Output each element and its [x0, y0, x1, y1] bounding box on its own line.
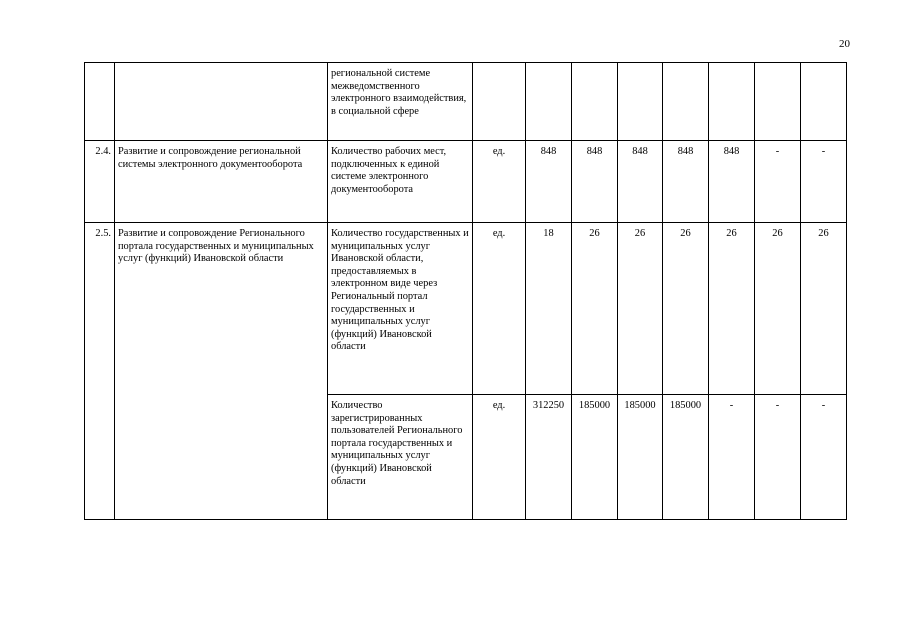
value-cell [709, 63, 755, 141]
value-cell [663, 63, 709, 141]
indicator-name: региональной системе межведомственного электронного взаимодействия, в социальной сфере [328, 63, 473, 141]
value-cell: - [709, 395, 755, 520]
value-cell [618, 63, 663, 141]
row-number: 2.4. [85, 141, 115, 223]
value-cell: 312250 [526, 395, 572, 520]
indicator-name: Количество государственных и муниципальных услуг Ивановской области, предоставляемых в электронном виде через Региональный портал государственных и муниципальных услуг (функций) Ивановской области [328, 223, 473, 395]
unit-cell [473, 63, 526, 141]
value-cell: 848 [572, 141, 618, 223]
value-cell: 18 [526, 223, 572, 395]
unit-cell: ед. [473, 141, 526, 223]
value-cell [526, 63, 572, 141]
table-row [85, 63, 847, 141]
value-cell: 26 [663, 223, 709, 395]
value-cell: 848 [663, 141, 709, 223]
page-number: 20 [839, 38, 850, 50]
value-cell: - [755, 141, 801, 223]
value-cell: 848 [709, 141, 755, 223]
activity-name: Развитие и сопровождение Регионального портала государственных и муниципальных услуг (функций) Ивановской области [115, 223, 328, 520]
value-cell: 26 [618, 223, 663, 395]
indicator-name: Количество зарегистрированных пользователей Регионального портала государственных и муниципальных услуг (функций) Ивановской области [328, 395, 473, 520]
value-cell: 848 [526, 141, 572, 223]
activity-name [115, 63, 328, 141]
indicator-name: Количество рабочих мест, подключенных к единой системе электронного документооборота [328, 141, 473, 223]
activity-name: Развитие и сопровождение региональной системы электронного документооборота [115, 141, 328, 223]
value-cell: 26 [572, 223, 618, 395]
value-cell: - [755, 395, 801, 520]
row-number [85, 63, 115, 141]
value-cell: 185000 [572, 395, 618, 520]
row-number: 2.5. [85, 223, 115, 520]
program-table [84, 62, 847, 520]
unit-cell: ед. [473, 395, 526, 520]
value-cell: 848 [618, 141, 663, 223]
value-cell: 26 [709, 223, 755, 395]
value-cell: 26 [755, 223, 801, 395]
table-row [85, 223, 847, 395]
value-cell: - [801, 395, 847, 520]
value-cell: 185000 [618, 395, 663, 520]
value-cell [755, 63, 801, 141]
value-cell: 26 [801, 223, 847, 395]
value-cell [572, 63, 618, 141]
value-cell: - [801, 141, 847, 223]
value-cell: 185000 [663, 395, 709, 520]
table-row [85, 141, 847, 223]
unit-cell: ед. [473, 223, 526, 395]
value-cell [801, 63, 847, 141]
